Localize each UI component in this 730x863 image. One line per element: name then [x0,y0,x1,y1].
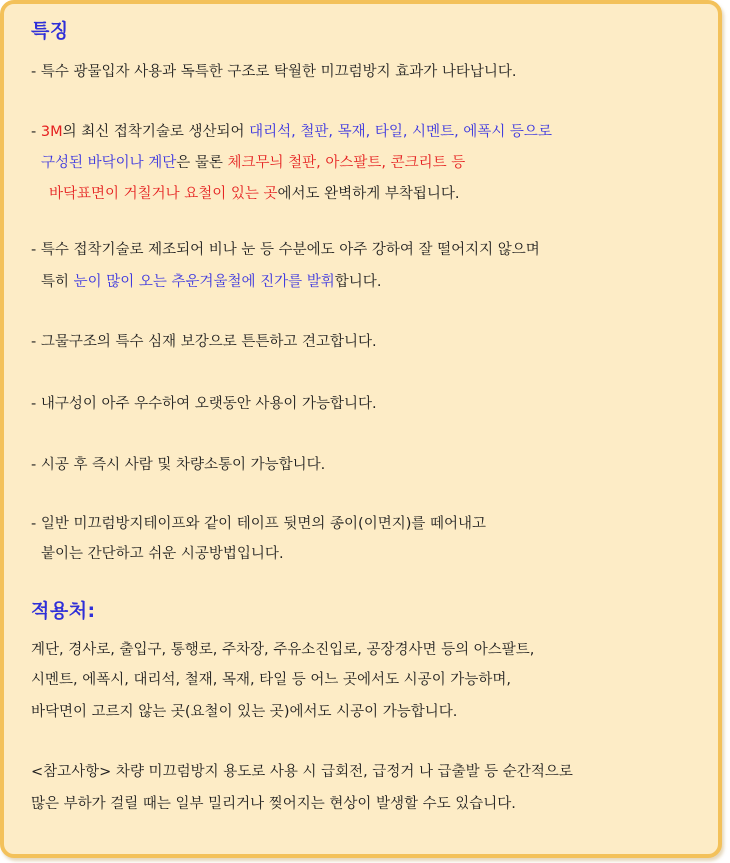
feature-bullet-3-line-2 [41,270,381,291]
feature-bullet-2-line-3 [49,182,459,203]
note-line-1: <참고사항> 차량 미끄럼방지 용도로 사용 시 급회전, 급정거 나 급출발 등 순간적으로 [31,764,573,780]
features-heading: 특징 [31,20,69,42]
materials-highlight: 대리석, 철판, 목재, 타일, 시멘트, 에폭시 등으로 [249,124,552,140]
feature-bullet-2-line-1 [31,120,552,141]
text-segment: 에서도 완벽하게 부착됩니다. [277,186,460,202]
feature-bullet-1: - 특수 광물입자 사용과 독특한 구조로 탁월한 미끄럼방지 효과가 나타납니다. [31,64,517,80]
text-segment: 의 최신 접착기술로 생산되어 [62,124,250,140]
feature-bullet-7-line-2: 붙이는 간단하고 쉬운 시공방법입니다. [41,546,284,562]
applications-line-3: 바닥면이 고르지 않는 곳(요철이 있는 곳)에서도 시공이 가능합니다. [31,704,458,720]
feature-bullet-4: - 그물구조의 특수 심재 보강으로 튼튼하고 견고합니다. [31,334,377,350]
winter-highlight: 눈이 많이 오는 추운겨울철에 진가를 발휘 [73,274,335,290]
applications-heading: 적용처: [31,600,96,622]
rough-surface-highlight: 체크무늬 철판, 아스팔트, 콘크리트 등 [227,155,466,171]
brand-3m: 3M [40,124,63,140]
applications-line-2: 시멘트, 에폭시, 대리석, 철재, 목재, 타일 등 어느 곳에서도 시공이 가능하며, [31,672,511,688]
feature-bullet-6: - 시공 후 즉시 사람 및 차량소통이 가능합니다. [31,457,326,473]
applications-line-1: 계단, 경사로, 출입구, 통행로, 주차장, 주유소진입로, 공장경사면 등의 아스팔트, [31,642,535,658]
note-line-2: 많은 부하가 걸릴 때는 일부 밀리거나 찢어지는 현상이 발생할 수도 있습니다. [31,796,516,812]
feature-bullet-3-line-1: - 특수 접착기술로 제조되어 비나 눈 등 수분에도 아주 강하여 잘 떨어지지 않으며 [31,242,540,258]
feature-bullet-7-line-1: - 일반 미끄럼방지테이프와 같이 테이프 뒷면의 종이(이면지)를 떼어내고 [31,516,487,532]
uneven-surface-highlight: 바닥표면이 거칠거나 요철이 있는 곳 [49,186,278,202]
text-segment: 특히 [41,274,74,290]
text-segment: 합니다. [334,274,382,290]
feature-bullet-2-line-2 [41,151,465,172]
text-segment: 은 물론 [176,155,228,171]
surface-highlight: 구성된 바닥이나 계단 [41,155,177,171]
bullet-dash: - [31,124,41,140]
feature-bullet-5: - 내구성이 아주 우수하여 오랫동안 사용이 가능합니다. [31,396,377,412]
